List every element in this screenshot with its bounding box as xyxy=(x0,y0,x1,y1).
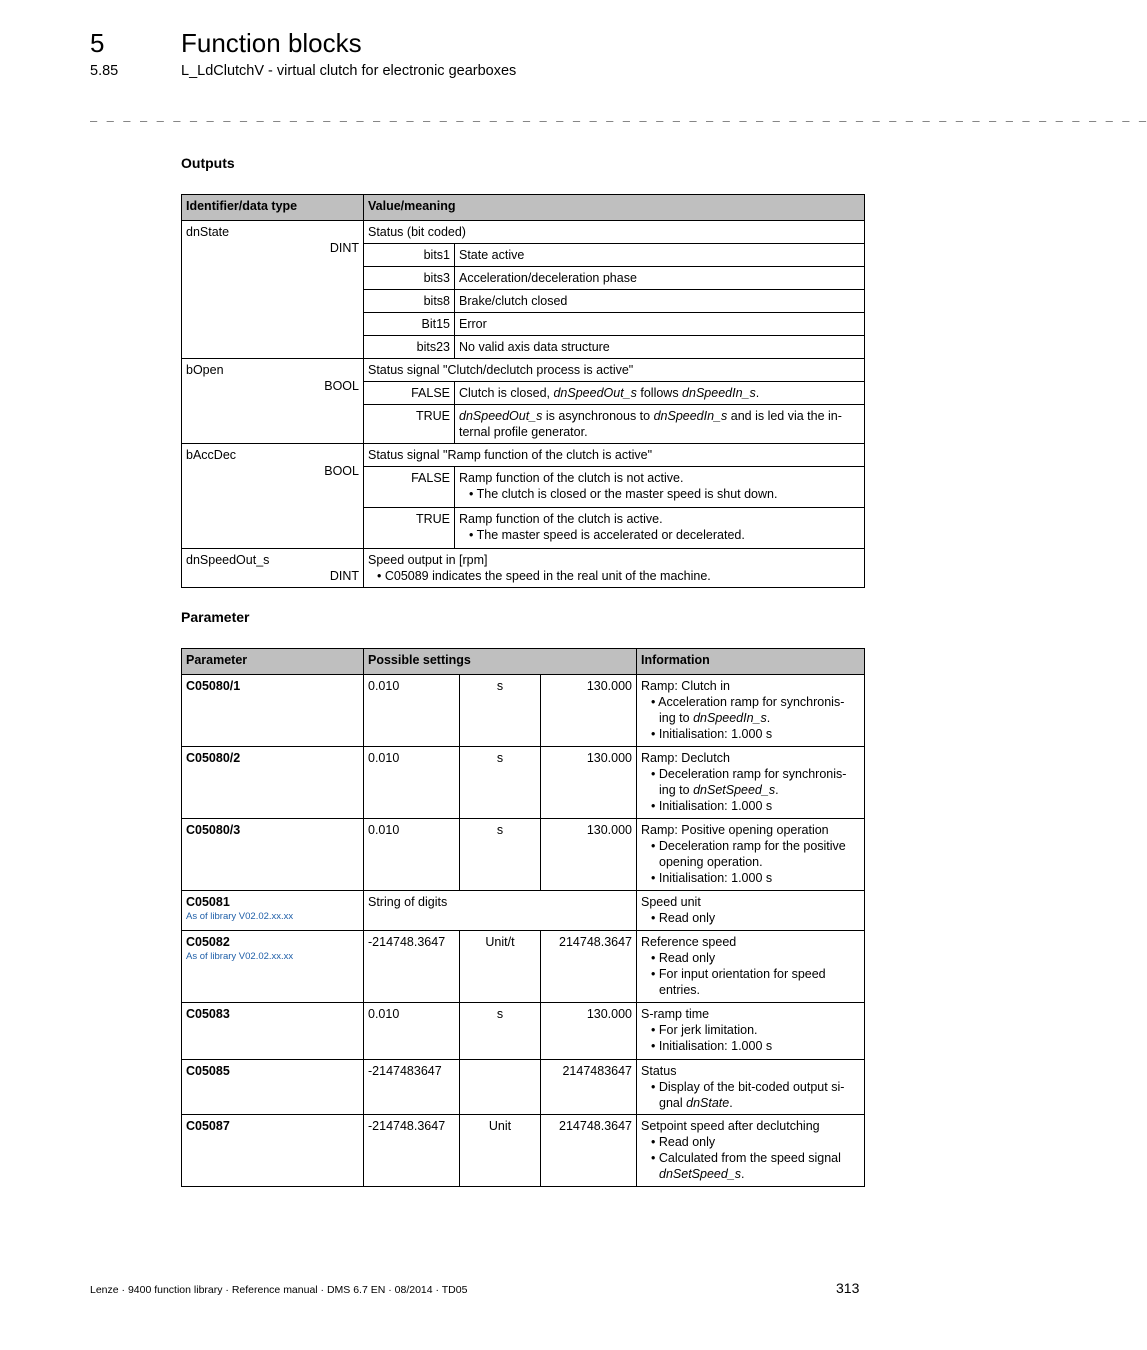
col-header-settings: Possible settings xyxy=(364,649,637,675)
bit-value: Error xyxy=(455,313,865,336)
bool-key: TRUE xyxy=(364,508,455,549)
table-row xyxy=(182,359,865,382)
setting-max: 130.000 xyxy=(541,747,637,819)
bit-key: bits3 xyxy=(364,267,455,290)
parameter-cell xyxy=(182,931,364,1003)
bit-value: Brake/clutch closed xyxy=(455,290,865,313)
setting-max: 214748.3647 xyxy=(541,931,637,1003)
table-row xyxy=(182,747,865,819)
identifier-cell xyxy=(182,549,364,588)
table-row xyxy=(182,444,865,467)
table-row xyxy=(182,549,865,588)
parameter-code: C05080/2 xyxy=(182,747,364,819)
data-type: DINT xyxy=(329,241,359,255)
information: Ramp: Declutch • Deceleration ramp for synchronis- ing to dnSetSpeed_s. • Initialisation: 1.000 s xyxy=(637,747,865,819)
bit-key: bits23 xyxy=(364,336,455,359)
chapter-number: 5 xyxy=(90,28,105,58)
parameter-code: C05081 xyxy=(186,895,230,909)
outputs-heading: Outputs xyxy=(181,155,235,171)
library-version-link[interactable]: As of library V02.02.xx.xx xyxy=(186,951,294,962)
bit-key: bits1 xyxy=(364,244,455,267)
setting-unit xyxy=(460,1060,541,1115)
information: Speed unit • Read only xyxy=(637,891,865,931)
bool-value: Ramp function of the clutch is active. • The master speed is accelerated or decelerated. xyxy=(455,508,865,549)
bool-key: TRUE xyxy=(364,405,455,444)
setting-min: 0.010 xyxy=(364,675,460,747)
parameter-code: C05080/1 xyxy=(182,675,364,747)
table-row xyxy=(182,1003,865,1060)
col-header-identifier: Identifier/data type xyxy=(182,195,364,221)
col-header-information: Information xyxy=(637,649,865,675)
setting-max: 130.000 xyxy=(541,819,637,891)
information: Status • Display of the bit-coded output si- gnal dnState. xyxy=(637,1060,865,1115)
bool-value: Ramp function of the clutch is not active. • The clutch is closed or the master speed is shut down. xyxy=(455,467,865,508)
bool-key: FALSE xyxy=(364,467,455,508)
setting-min: -214748.3647 xyxy=(364,931,460,1003)
data-type: BOOL xyxy=(324,464,359,478)
bit-key: Bit15 xyxy=(364,313,455,336)
parameter-cell xyxy=(182,891,364,931)
setting-max: 130.000 xyxy=(541,1003,637,1060)
value-description: Speed output in [rpm] • C05089 indicates the speed in the real unit of the machine. xyxy=(364,549,865,588)
bit-value: No valid axis data structure xyxy=(455,336,865,359)
information: Ramp: Positive opening operation • Deceleration ramp for the positive opening operation. • Initialisation: 1.000 s xyxy=(637,819,865,891)
parameter-heading: Parameter xyxy=(181,609,250,625)
library-version-link[interactable]: As of library V02.02.xx.xx xyxy=(186,911,294,922)
identifier-name: dnSpeedOut_s xyxy=(186,553,270,567)
information: Reference speed • Read only • For input orientation for speed entries. xyxy=(637,931,865,1003)
identifier-cell xyxy=(182,444,364,549)
identifier-cell xyxy=(182,359,364,444)
setting-min: -2147483647 xyxy=(364,1060,460,1115)
bit-value: Acceleration/deceleration phase xyxy=(455,267,865,290)
setting-max: 214748.3647 xyxy=(541,1115,637,1187)
setting-unit: Unit/t xyxy=(460,931,541,1003)
parameter-code: C05087 xyxy=(182,1115,364,1187)
setting-unit: s xyxy=(460,747,541,819)
bool-value: Clutch is closed, dnSpeedOut_s follows dnSpeedIn_s. xyxy=(455,382,865,405)
information: Setpoint speed after declutching • Read only • Calculated from the speed signal dnSetSpeed_s. xyxy=(637,1115,865,1187)
header-dash-rule: _ _ _ _ _ _ _ _ _ _ _ _ _ _ _ _ _ _ _ _ _ _ _ _ _ _ _ _ _ _ _ _ _ _ _ _ _ _ _ _ _ _ _ _ _ _ _ _ _ _ _ _ _ _ _ _ _ _ _ _ _ _ _ _ xyxy=(90,108,1147,122)
setting-min: 0.010 xyxy=(364,819,460,891)
page-number: 313 xyxy=(836,1280,860,1296)
setting-max: 130.000 xyxy=(541,675,637,747)
setting-min: 0.010 xyxy=(364,1003,460,1060)
setting-min: -214748.3647 xyxy=(364,1115,460,1187)
setting-unit: s xyxy=(460,1003,541,1060)
setting-unit: s xyxy=(460,819,541,891)
bit-key: bits8 xyxy=(364,290,455,313)
setting-max: 2147483647 xyxy=(541,1060,637,1115)
table-row xyxy=(182,675,865,747)
bool-key: FALSE xyxy=(364,382,455,405)
parameter-code: C05083 xyxy=(182,1003,364,1060)
identifier-name: bAccDec xyxy=(186,448,237,462)
parameter-code: C05080/3 xyxy=(182,819,364,891)
bit-value: State active xyxy=(455,244,865,267)
bool-value: dnSpeedOut_s is asynchronous to dnSpeedIn_s and is led via the in- ternal profile generator. xyxy=(455,405,865,444)
identifier-cell xyxy=(182,221,364,359)
parameter-code: C05085 xyxy=(182,1060,364,1115)
section-number: 5.85 xyxy=(90,63,119,79)
table-row xyxy=(182,1060,865,1115)
value-description: Status (bit coded) xyxy=(364,221,865,244)
outputs-table xyxy=(181,194,865,588)
value-description: Status signal "Clutch/declutch process is active" xyxy=(364,359,865,382)
identifier-name: dnState xyxy=(186,225,230,239)
data-type: DINT xyxy=(329,569,359,583)
value-description: Status signal "Ramp function of the clutch is active" xyxy=(364,444,865,467)
section-title: L_LdClutchV - virtual clutch for electronic gearboxes xyxy=(181,63,517,79)
setting-unit: s xyxy=(460,675,541,747)
setting-text: String of digits xyxy=(364,891,637,931)
setting-unit: Unit xyxy=(460,1115,541,1187)
table-row xyxy=(182,819,865,891)
table-row xyxy=(182,891,865,931)
chapter-title: Function blocks xyxy=(181,28,362,58)
setting-min: 0.010 xyxy=(364,747,460,819)
table-row xyxy=(182,931,865,1003)
data-type: BOOL xyxy=(324,379,359,393)
identifier-name: bOpen xyxy=(186,363,224,377)
information: Ramp: Clutch in • Acceleration ramp for synchronis- ing to dnSpeedIn_s. • Initialisation: 1.000 s xyxy=(637,675,865,747)
table-row xyxy=(182,1115,865,1187)
parameter-table xyxy=(181,648,865,1187)
information: S-ramp time • For jerk limitation. • Initialisation: 1.000 s xyxy=(637,1003,865,1060)
table-row xyxy=(182,221,865,244)
footer-text: Lenze · 9400 function library · Reference manual · DMS 6.7 EN · 08/2014 · TD05 xyxy=(90,1284,468,1296)
col-header-parameter: Parameter xyxy=(182,649,364,675)
col-header-value: Value/meaning xyxy=(364,195,865,221)
parameter-code: C05082 xyxy=(186,935,230,949)
